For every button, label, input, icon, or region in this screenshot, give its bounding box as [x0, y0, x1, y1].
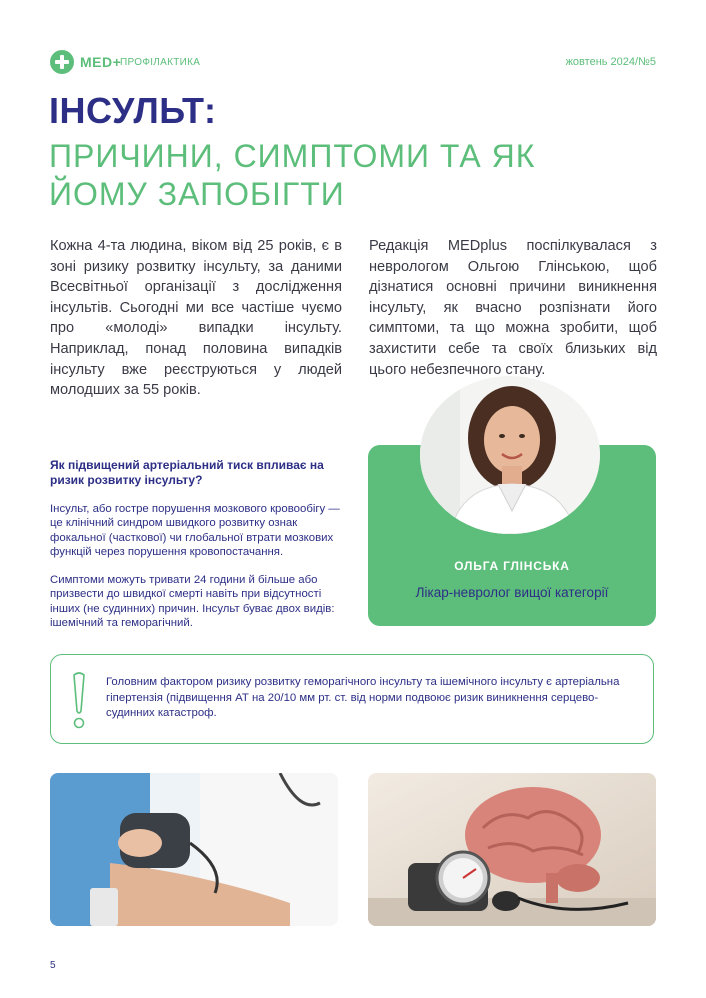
brand-name: MED+ [80, 54, 122, 70]
exclamation-icon [72, 671, 86, 731]
doctor-portrait [420, 376, 600, 534]
page-title: ІНСУЛЬТ: [49, 90, 217, 131]
callout-text: Головним фактором ризику розвитку геморагічного інсульту та ішемічного інсульту є артеріальна гіпертензія (підвищення АТ на 20/10 мм рт. ст. від норми подвоює ризик виникнення серцево-судинних катастроф. [106, 676, 620, 719]
issue-label: жовтень 2024/№5 [565, 56, 656, 68]
section-label: ПРОФІЛАКТИКА [120, 57, 201, 68]
article-paragraph-2: Симптоми можуть тривати 24 години й більше або призвести до швидкої смерті навіть при відсутності інших (не судинних) причин. Інсульт буває двох видів: ішемічний та геморагічний. [50, 574, 335, 630]
intro-right-text: Редакція MEDplus поспілкувалася з неврологом Ольгою Глінською, щоб дізнатися основні причини виникнення інсульту, як вчасно розпізнати його симптоми, та що можна зробити, щоб захистити себе та своїх близьких від цього небезпечного стану. [369, 238, 657, 378]
article-paragraph-1: Інсульт, або гостре порушення мозкового кровообігу — це клінічний синдром швидкого розвитку ознак фокальної (часткової) чи глобальної втрати мозкових функцій через порушення кровопостачання. [50, 503, 340, 559]
page-number: 5 [50, 960, 56, 971]
doctor-name: ОЛЬГА ГЛІНСЬКА [454, 559, 570, 573]
doctor-role: Лікар-невролог вищої категорії [415, 585, 609, 600]
blood-pressure-photo [50, 773, 338, 926]
brain-and-tonometer-photo [368, 773, 656, 926]
intro-left-text: Кожна 4-та людина, віком від 25 років, є в зоні ризику розвитку інсульту, за даними Всесвітньої організації з дослідження інсультів. Сьогодні ми все частіше чуємо про «молоді» випадки інсульту. Наприклад, понад половина випадків інсульту вже реєструються у людей молодших за 55 років. [50, 238, 342, 399]
page-subtitle: ПРИЧИНИ, СИМПТОМИ ТА ЯК ЙОМУ ЗАПОБІГТИ [49, 138, 536, 212]
question-heading: Як підвищений артеріальний тиск впливає на ризик розвитку інсульту? [50, 458, 324, 487]
medplus-logo-icon [50, 50, 74, 74]
